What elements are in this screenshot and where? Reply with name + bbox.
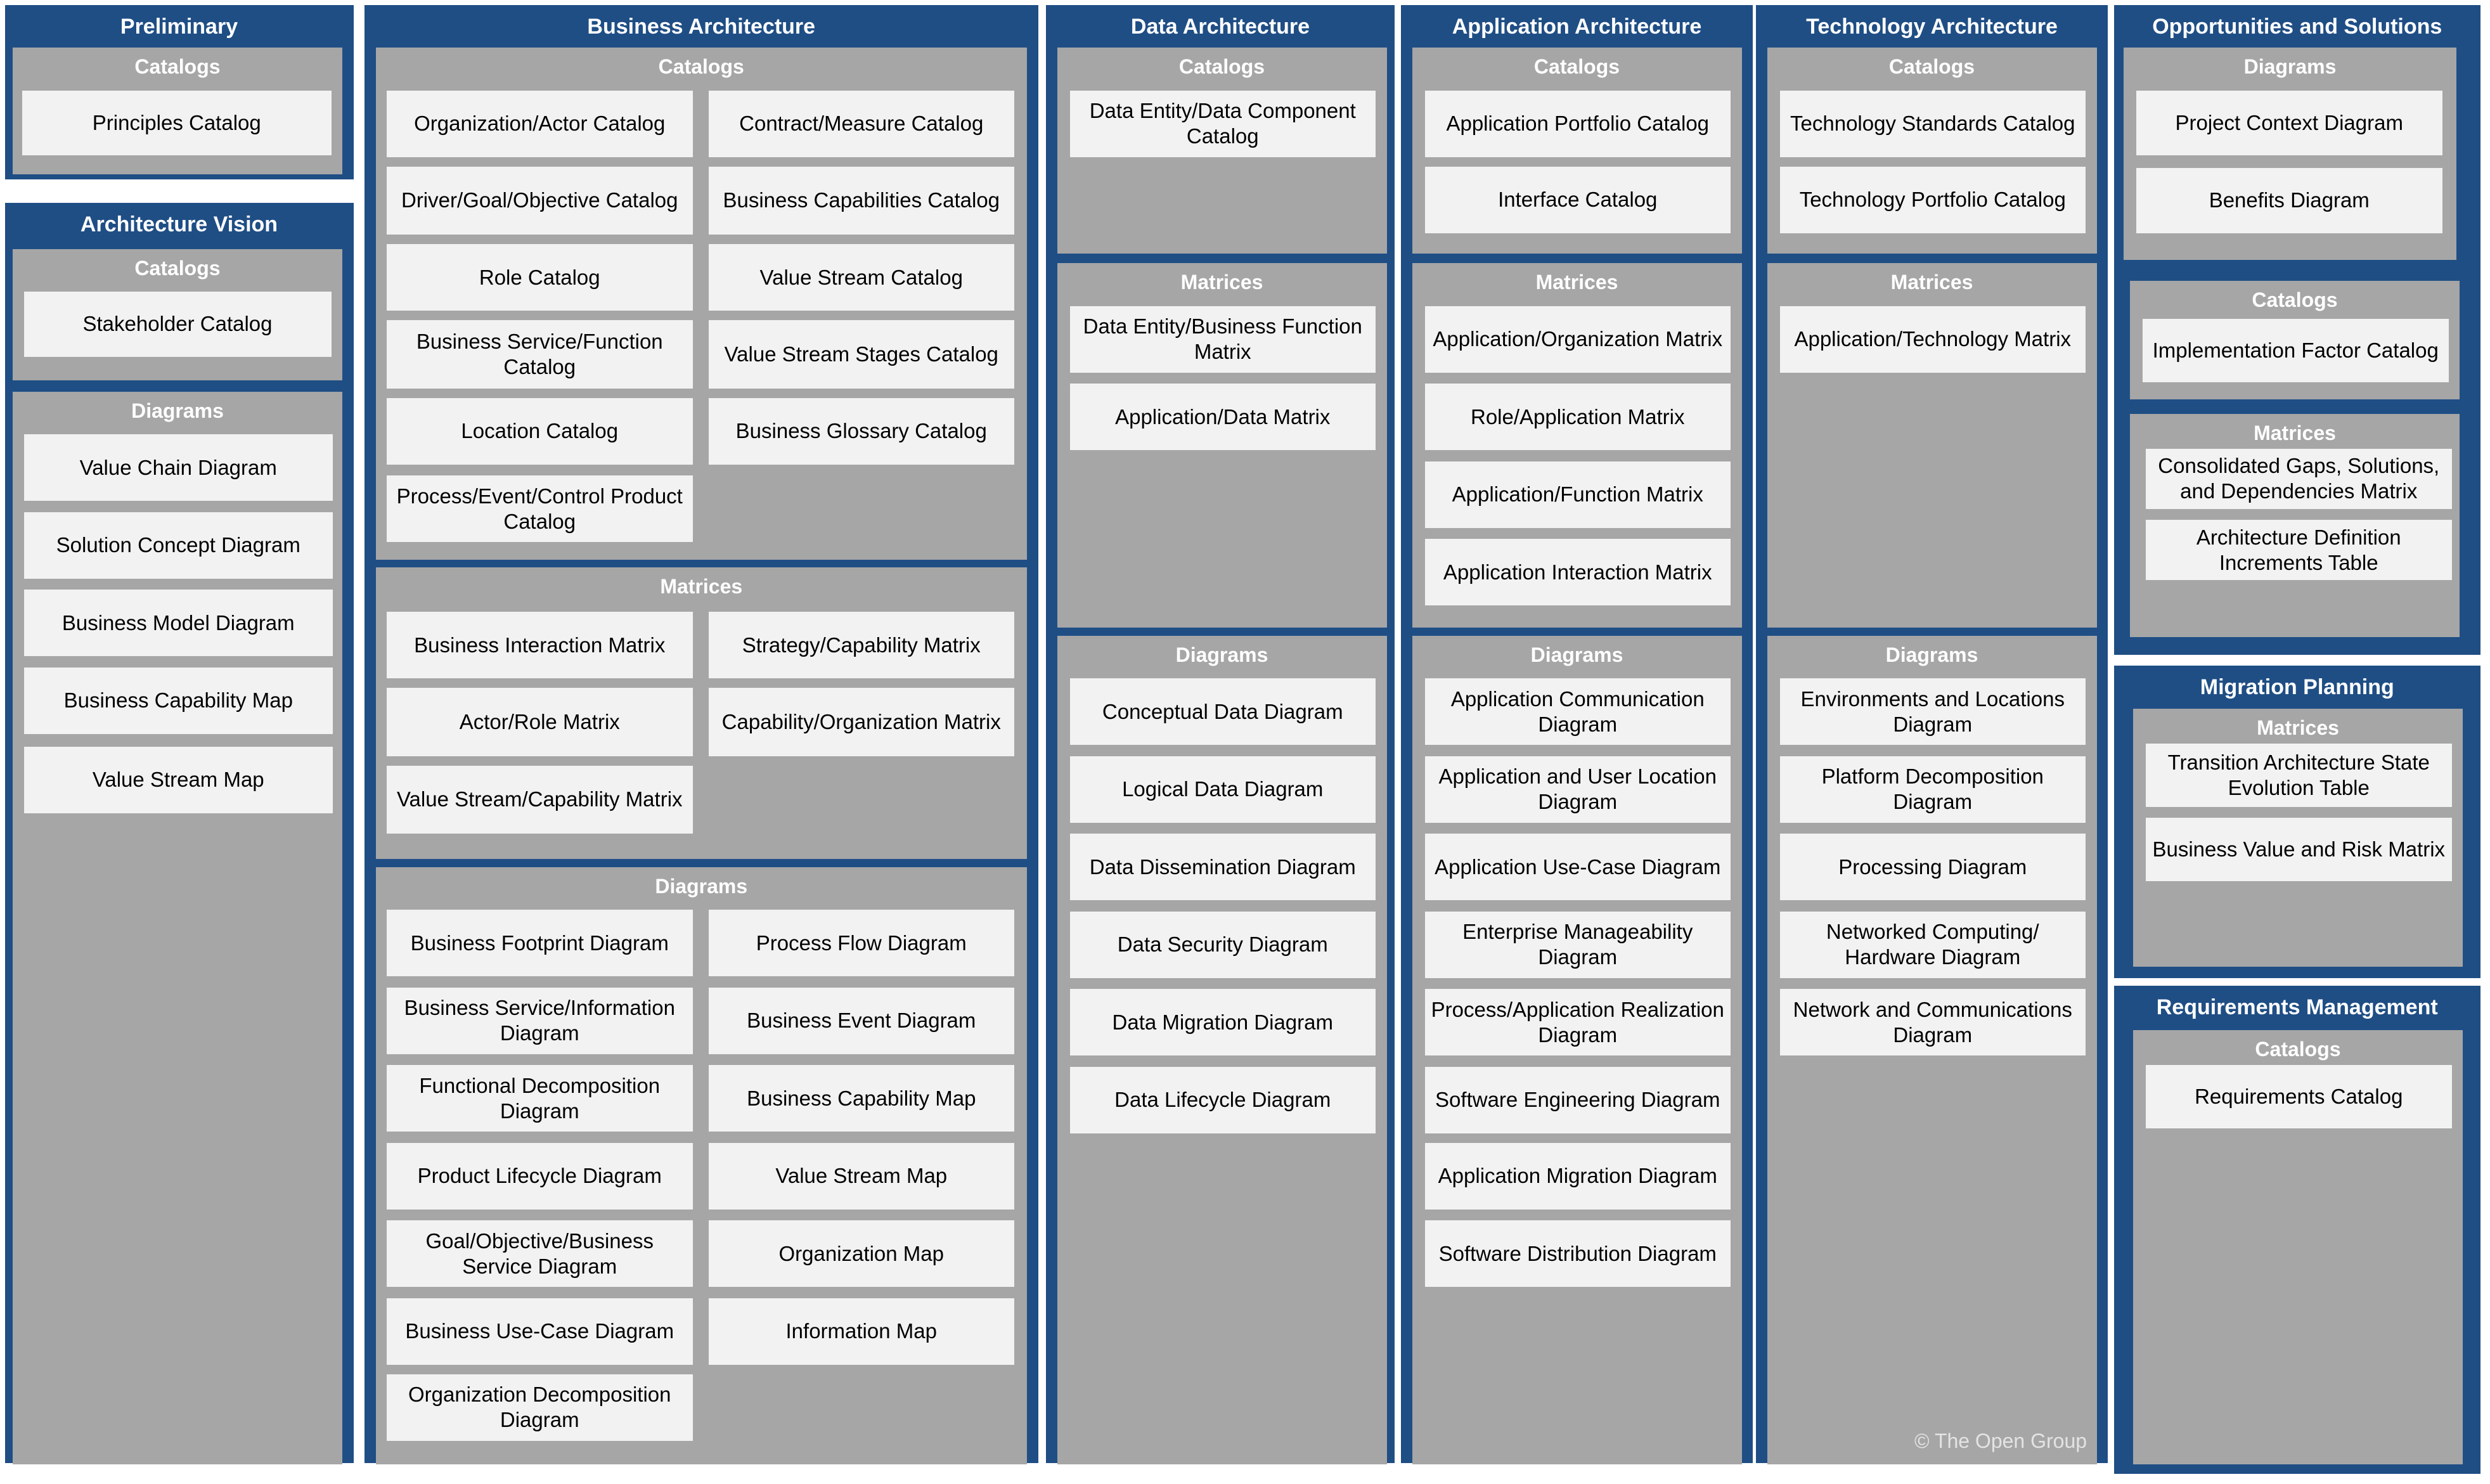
artifact-platform-decomposition-diagram: Platform Decomposition Diagram	[1780, 756, 2086, 823]
panel-title: Catalogs	[134, 55, 221, 78]
panel-title: Catalogs	[1888, 55, 1975, 78]
column-title: Technology Architecture	[1806, 14, 2058, 39]
column-title: Data Architecture	[1130, 14, 1310, 39]
column-title: Business Architecture	[587, 14, 816, 39]
panel-title: Matrices	[2254, 421, 2336, 444]
panel-title: Diagrams	[1885, 643, 1978, 666]
panel-title: Diagrams	[655, 874, 748, 898]
artifact-architecture-definition-increments-table: Architecture Definition Increments Table	[2146, 520, 2452, 580]
artifact-technology-standards-catalog: Technology Standards Catalog	[1780, 91, 2086, 157]
panel-title: Catalogs	[2252, 288, 2338, 311]
artifact-software-distribution-diagram: Software Distribution Diagram	[1425, 1220, 1731, 1287]
artifact-data-security-diagram: Data Security Diagram	[1070, 912, 1376, 978]
artifact-capability-organization-matrix: Capability/Organization Matrix	[709, 688, 1015, 756]
panel-title: Catalogs	[1178, 55, 1265, 78]
artifact-stakeholder-catalog: Stakeholder Catalog	[24, 292, 332, 357]
artifact-technology-portfolio-catalog: Technology Portfolio Catalog	[1780, 167, 2086, 233]
artifact-application-data-matrix: Application/Data Matrix	[1070, 384, 1376, 450]
artifact-data-dissemination-diagram: Data Dissemination Diagram	[1070, 834, 1376, 900]
artifact-process-event-control-product-catalog: Process/Event/Control Product Catalog	[387, 475, 693, 542]
artifact-application-portfolio-catalog: Application Portfolio Catalog	[1425, 91, 1731, 157]
artifact-business-footprint-diagram: Business Footprint Diagram	[387, 910, 693, 976]
artifact-application-interaction-matrix: Application Interaction Matrix	[1425, 539, 1731, 605]
artifact-value-stream-stages-catalog: Value Stream Stages Catalog	[709, 320, 1015, 389]
artifact-contract-measure-catalog: Contract/Measure Catalog	[709, 91, 1015, 157]
artifact-conceptual-data-diagram: Conceptual Data Diagram	[1070, 678, 1376, 745]
artifact-application-use-case-diagram: Application Use-Case Diagram	[1425, 834, 1731, 900]
artifact-enterprise-manageability-diagram: Enterprise Manageability Diagram	[1425, 912, 1731, 978]
artifact-actor-role-matrix: Actor/Role Matrix	[387, 688, 693, 756]
artifact-requirements-catalog: Requirements Catalog	[2146, 1065, 2452, 1128]
artifact-business-glossary-catalog: Business Glossary Catalog	[709, 398, 1015, 465]
panel-title: Catalogs	[134, 256, 221, 280]
artifact-business-interaction-matrix: Business Interaction Matrix	[387, 612, 693, 678]
artifact-application-organization-matrix: Application/Organization Matrix	[1425, 306, 1731, 373]
artifact-business-use-case-diagram: Business Use-Case Diagram	[387, 1298, 693, 1365]
column-title: Architecture Vision	[80, 212, 278, 236]
artifact-goal-objective-business-service-diagram: Goal/Objective/Business Service Diagram	[387, 1220, 693, 1287]
panel-title: Matrices	[1890, 271, 1973, 294]
artifact-data-entity-business-function-matrix: Data Entity/Business Function Matrix	[1070, 306, 1376, 373]
artifact-logical-data-diagram: Logical Data Diagram	[1070, 756, 1376, 823]
panel-title: Matrices	[1180, 271, 1263, 294]
artifact-processing-diagram: Processing Diagram	[1780, 834, 2086, 900]
artifact-business-event-diagram: Business Event Diagram	[709, 988, 1015, 1054]
artifact-software-engineering-diagram: Software Engineering Diagram	[1425, 1067, 1731, 1133]
artifact-application-and-user-location-diagram: Application and User Location Diagram	[1425, 756, 1731, 823]
copyright-notice: © The Open Group	[1914, 1429, 2087, 1452]
column-title: Application Architecture	[1452, 14, 1702, 39]
artifact-functional-decomposition-diagram: Functional Decomposition Diagram	[387, 1065, 693, 1132]
artifact-implementation-factor-catalog: Implementation Factor Catalog	[2143, 319, 2449, 382]
artifact-business-capability-map: Business Capability Map	[709, 1065, 1015, 1132]
panel-title: Matrices	[2257, 716, 2339, 739]
artifact-business-capability-map: Business Capability Map	[24, 668, 333, 734]
artifact-location-catalog: Location Catalog	[387, 398, 693, 465]
artifact-role-application-matrix: Role/Application Matrix	[1425, 384, 1731, 450]
artifact-value-stream-catalog: Value Stream Catalog	[709, 244, 1015, 311]
artifact-application-communication-diagram: Application Communication Diagram	[1425, 678, 1731, 745]
artifact-consolidated-gaps-solutions-and-dependencies-matrix: Consolidated Gaps, Solutions, and Dependencies Matrix	[2146, 449, 2452, 509]
panel-title: Diagrams	[1530, 643, 1623, 666]
panel-title: Diagrams	[2243, 55, 2337, 78]
panel-title: Matrices	[1535, 271, 1618, 294]
artifact-solution-concept-diagram: Solution Concept Diagram	[24, 512, 333, 579]
artifact-value-chain-diagram: Value Chain Diagram	[24, 434, 333, 501]
artifact-application-function-matrix: Application/Function Matrix	[1425, 461, 1731, 528]
artifact-organization-map: Organization Map	[709, 1220, 1015, 1287]
artifact-organization-decomposition-diagram: Organization Decomposition Diagram	[387, 1374, 693, 1441]
artifact-principles-catalog: Principles Catalog	[22, 91, 332, 156]
artifact-value-stream-map: Value Stream Map	[709, 1143, 1015, 1210]
artifact-business-value-and-risk-matrix: Business Value and Risk Matrix	[2146, 818, 2452, 881]
artifact-transition-architecture-state-evolution-table: Transition Architecture State Evolution Table	[2146, 744, 2452, 807]
artifact-process-application-realization-diagram: Process/Application Realization Diagram	[1425, 989, 1731, 1055]
artifact-business-model-diagram: Business Model Diagram	[24, 590, 333, 656]
artifact-data-lifecycle-diagram: Data Lifecycle Diagram	[1070, 1067, 1376, 1133]
artifact-business-service-information-diagram: Business Service/Information Diagram	[387, 988, 693, 1054]
artifact-strategy-capability-matrix: Strategy/Capability Matrix	[709, 612, 1015, 678]
column-title: Requirements Management	[2156, 995, 2438, 1019]
artifact-organization-actor-catalog: Organization/Actor Catalog	[387, 91, 693, 157]
artifact-benefits-diagram: Benefits Diagram	[2136, 168, 2442, 233]
artifact-application-migration-diagram: Application Migration Diagram	[1425, 1143, 1731, 1210]
panel-title: Catalogs	[2255, 1038, 2341, 1061]
artifact-process-flow-diagram: Process Flow Diagram	[709, 910, 1015, 976]
artifact-data-entity-data-component-catalog: Data Entity/Data Component Catalog	[1070, 91, 1376, 157]
artifact-information-map: Information Map	[709, 1298, 1015, 1365]
column-title: Preliminary	[120, 14, 238, 39]
artifact-business-capabilities-catalog: Business Capabilities Catalog	[709, 167, 1015, 235]
panel-title: Diagrams	[131, 399, 224, 422]
artifact-network-and-communications-diagram: Network and Communications Diagram	[1780, 989, 2086, 1055]
artifact-role-catalog: Role Catalog	[387, 244, 693, 311]
artifact-business-service-function-catalog: Business Service/Function Catalog	[387, 320, 693, 389]
artifact-value-stream-capability-matrix: Value Stream/Capability Matrix	[387, 766, 693, 834]
artifact-driver-goal-objective-catalog: Driver/Goal/Objective Catalog	[387, 167, 693, 235]
artifact-project-context-diagram: Project Context Diagram	[2136, 91, 2442, 156]
column-title: Migration Planning	[2200, 675, 2394, 699]
artifact-product-lifecycle-diagram: Product Lifecycle Diagram	[387, 1143, 693, 1210]
artifact-application-technology-matrix: Application/Technology Matrix	[1780, 306, 2086, 373]
panel-title: Catalogs	[1533, 55, 1620, 78]
panel-title: Diagrams	[1175, 643, 1268, 666]
column-title: Opportunities and Solutions	[2152, 14, 2442, 39]
panel-title: Catalogs	[658, 55, 744, 78]
artifact-environments-and-locations-diagram: Environments and Locations Diagram	[1780, 678, 2086, 745]
artifact-interface-catalog: Interface Catalog	[1425, 167, 1731, 233]
artifact-data-migration-diagram: Data Migration Diagram	[1070, 989, 1376, 1055]
artifact-value-stream-map: Value Stream Map	[24, 747, 333, 813]
panel-title: Matrices	[660, 575, 743, 598]
artifact-networked-computing-hardware-diagram: Networked Computing/ Hardware Diagram	[1780, 912, 2086, 978]
